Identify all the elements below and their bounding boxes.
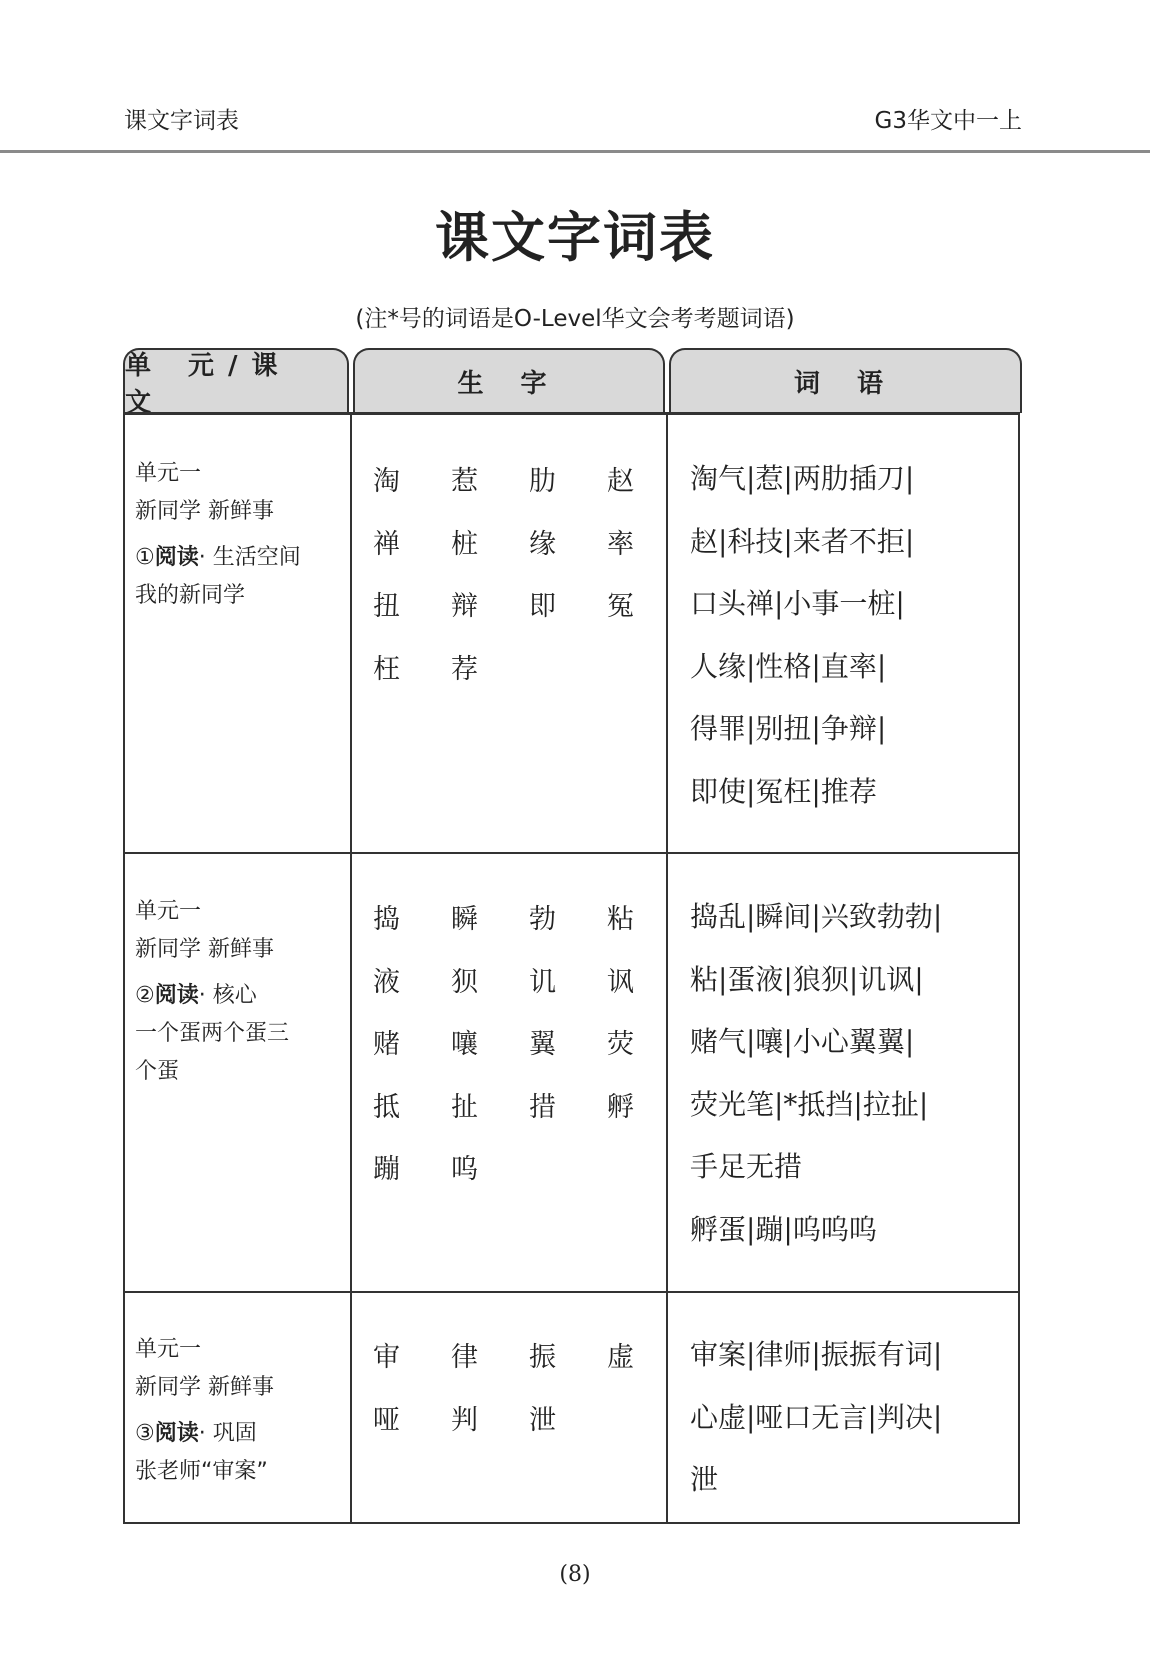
running-header-left: 课文字词表 [124, 108, 239, 134]
character: 赌 [373, 1029, 400, 1060]
character: 审 [373, 1342, 400, 1373]
lesson-title: 张老师“审案” [135, 1459, 268, 1484]
unit-label: 单元一 [135, 1337, 202, 1362]
character: 勃 [529, 904, 556, 935]
character: 荐 [451, 653, 478, 685]
word-line: 泄 [690, 1463, 719, 1496]
word-line: 荧光笔|*抵挡|拉扯| [690, 1087, 929, 1121]
word-line: 得罪|别扭|争辩| [690, 712, 887, 745]
word-line: 即使|冤枉|推荐 [690, 774, 877, 808]
word-line: 人缘|性格|直率| [690, 649, 887, 683]
character: 淘 [373, 466, 400, 497]
word-line: 审案|律师|振振有词| [690, 1338, 943, 1371]
character: 枉 [373, 653, 400, 685]
character: 禅 [373, 528, 400, 560]
word-line: 赌气|嚷|小心翼翼| [690, 1025, 915, 1058]
character: 赵 [607, 466, 634, 497]
character: 狈 [451, 966, 478, 998]
character: 泄 [529, 1404, 556, 1436]
new-characters [373, 897, 685, 1210]
character: 捣 [373, 904, 400, 935]
lesson-type: 阅读 [154, 545, 199, 570]
character: 呜 [451, 1154, 478, 1185]
column-header-characters: 生 字 [353, 348, 665, 413]
word-list [690, 895, 942, 1270]
character: 粘 [607, 904, 634, 935]
column-header-lesson: 单 元/课 文 [123, 348, 349, 413]
unit-theme: 新同学 新鲜事 [135, 499, 274, 524]
lesson-number: ① [135, 545, 155, 570]
unit-label: 单元一 [135, 899, 202, 924]
character: 扯 [451, 1091, 478, 1123]
word-line: 捣乱|瞬间|兴致勃勃| [690, 900, 943, 933]
word-line: 粘|蛋液|狼狈|讥讽| [690, 962, 924, 996]
word-line: 淘气|惹|两肋插刀| [690, 462, 915, 495]
lesson-cell [135, 1331, 345, 1491]
character: 桩 [451, 528, 478, 560]
character: 即 [529, 591, 556, 622]
word-line: 孵蛋|蹦|呜呜呜 [690, 1212, 877, 1246]
word-line: 口头禅|小事一桩| [690, 587, 905, 620]
character: 翼 [529, 1029, 556, 1060]
character: 瞬 [451, 904, 478, 935]
character: 缘 [529, 528, 556, 560]
word-line: 手足无措 [690, 1150, 803, 1183]
character: 惹 [451, 466, 478, 497]
lesson-category: · 核心 [198, 983, 257, 1008]
character: 孵 [607, 1091, 634, 1123]
lesson-title: 一个蛋两个蛋三个蛋 [135, 1021, 290, 1084]
lesson-type: 阅读 [154, 983, 199, 1008]
character: 冤 [607, 591, 634, 622]
lesson-cell [135, 455, 345, 615]
word-line: 心虚|哑口无言|判决| [690, 1400, 943, 1434]
page-number: (8) [559, 1562, 591, 1587]
character: 荧 [607, 1029, 634, 1060]
character: 率 [607, 528, 634, 560]
unit-theme: 新同学 新鲜事 [135, 1375, 274, 1400]
lesson-number: ③ [135, 1421, 155, 1446]
character: 液 [373, 966, 400, 998]
character: 振 [529, 1342, 556, 1373]
unit-theme: 新同学 新鲜事 [135, 937, 274, 962]
word-list [690, 457, 914, 832]
character: 哑 [373, 1404, 400, 1436]
column-divider [350, 412, 352, 1524]
header-rule [0, 150, 1150, 153]
lesson-category: · 巩固 [198, 1421, 257, 1446]
lesson-type: 阅读 [154, 1421, 199, 1446]
character: 蹦 [373, 1154, 400, 1185]
lesson-category: · 生活空间 [198, 545, 301, 570]
character: 讽 [607, 966, 634, 998]
character: 肋 [529, 466, 556, 497]
character: 嚷 [451, 1029, 478, 1060]
note: (注*号的词语是O-Level华文会考考题词语) [355, 306, 795, 332]
lesson-cell [135, 893, 345, 1091]
character: 讥 [529, 966, 556, 998]
word-list [690, 1333, 942, 1521]
new-characters [373, 459, 685, 709]
character: 律 [451, 1342, 478, 1373]
unit-label: 单元一 [135, 461, 202, 486]
running-header-right: G3华文中一上 [874, 108, 1022, 134]
character: 扭 [373, 591, 400, 622]
lesson-number: ② [135, 983, 155, 1008]
column-header-words: 词 语 [669, 348, 1022, 413]
row-divider [123, 852, 1020, 854]
row-divider [123, 1291, 1020, 1293]
new-characters [373, 1335, 685, 1460]
lesson-title: 我的新同学 [135, 583, 246, 608]
page-title: 课文字词表 [435, 206, 715, 269]
character: 判 [451, 1404, 478, 1436]
character: 辩 [451, 591, 478, 622]
word-line: 赵|科技|来者不拒| [690, 524, 915, 558]
character: 抵 [373, 1091, 400, 1123]
character: 虚 [607, 1342, 634, 1373]
character: 措 [529, 1091, 556, 1123]
